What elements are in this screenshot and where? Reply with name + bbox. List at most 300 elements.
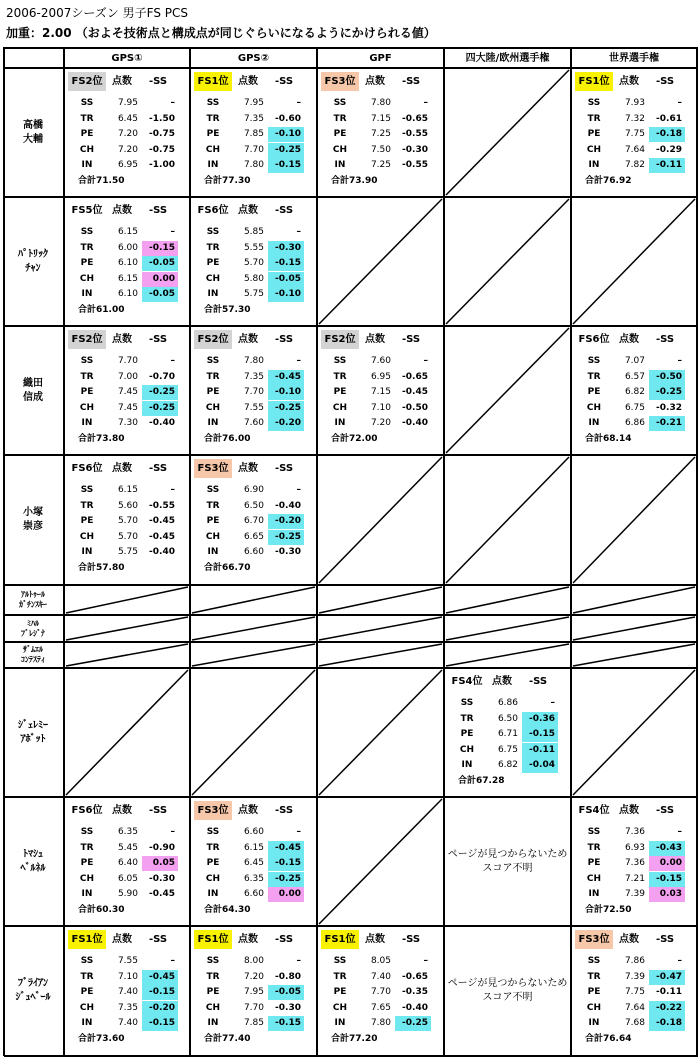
component-score: 7.70	[117, 356, 138, 366]
component-row	[573, 416, 688, 431]
score-block-worlds	[573, 72, 688, 196]
score-block-gps2	[192, 459, 307, 583]
component-label: PE	[333, 387, 347, 398]
score-block-header	[66, 330, 181, 349]
component-score: 7.40	[370, 971, 391, 982]
component-row	[192, 514, 307, 529]
empty-cell-slash	[571, 455, 697, 585]
total-score: 66.70	[222, 563, 251, 573]
component-row	[573, 970, 688, 985]
total-label: 合計	[77, 905, 96, 915]
ss-diff-value: -0.05	[268, 272, 304, 287]
component-score: 7.00	[117, 371, 138, 382]
component-score: 7.60	[243, 418, 264, 429]
score-block-header	[66, 72, 181, 91]
score-block-header	[66, 930, 181, 949]
ss-diff-value: –	[170, 485, 175, 495]
component-row	[192, 241, 307, 256]
empty-cell-slash	[317, 615, 444, 642]
component-row	[446, 696, 561, 711]
total-score: 72.50	[603, 905, 632, 915]
ss-diff-header: -SS	[528, 676, 548, 687]
ss-diff-value: -0.36	[522, 712, 558, 727]
component-score: 6.93	[624, 842, 645, 853]
component-row	[66, 401, 181, 416]
ss-diff-value: -0.47	[649, 970, 685, 985]
component-score: 5.60	[117, 500, 138, 511]
component-row	[66, 385, 181, 400]
placement-badge: FS3位	[575, 930, 613, 949]
placement-badge: FS2位	[194, 330, 232, 349]
ss-diff-value: -0.65	[402, 371, 428, 382]
score-block-gps2	[192, 930, 307, 1054]
total-row	[573, 174, 688, 189]
grid-line-horizontal	[4, 584, 698, 586]
ss-diff-value: -0.75	[149, 129, 175, 140]
player-name-line: ﾌﾞﾗｲｱﾝ	[18, 978, 48, 989]
component-label: SS	[587, 356, 601, 366]
empty-cell-slash	[317, 797, 444, 926]
component-label: SS	[587, 98, 601, 108]
component-score: 7.25	[370, 160, 391, 171]
placement-badge: FS6位	[197, 205, 229, 216]
component-score: 6.15	[243, 842, 264, 853]
score-block-header	[192, 459, 307, 478]
ss-diff-value: -1.00	[149, 160, 175, 171]
component-row	[66, 545, 181, 560]
score-block-header	[446, 672, 561, 691]
total-score: 77.30	[222, 176, 251, 186]
ss-diff-value: -0.15	[142, 241, 178, 256]
component-label: IN	[81, 160, 93, 171]
component-label: CH	[332, 144, 348, 155]
component-score: 7.45	[117, 387, 138, 398]
ss-diff-value: –	[296, 356, 301, 366]
total-row	[66, 903, 181, 918]
player-name	[2, 119, 64, 147]
player-name	[2, 590, 64, 610]
placement-badge: FS4位	[451, 676, 483, 687]
ss-diff-value: 0.00	[142, 272, 178, 287]
component-score: 6.45	[243, 858, 264, 869]
component-label: PE	[80, 258, 94, 269]
component-row	[192, 825, 307, 840]
ss-diff-value: -0.40	[275, 500, 301, 511]
component-label: IN	[207, 289, 219, 300]
ss-diff-value: -0.55	[149, 500, 175, 511]
component-score: 7.65	[370, 1002, 391, 1013]
ss-diff-value: -0.40	[402, 1002, 428, 1013]
component-row	[192, 887, 307, 902]
placement-badge: FS1位	[194, 72, 232, 91]
component-row	[446, 727, 561, 742]
total-row	[319, 1032, 434, 1047]
component-score: 7.80	[243, 160, 264, 171]
total-row	[192, 1032, 307, 1047]
empty-cell-slash	[64, 615, 190, 642]
component-row	[573, 1001, 688, 1016]
component-label: SS	[206, 227, 220, 237]
component-score: 6.50	[497, 713, 518, 724]
component-score: 7.20	[117, 144, 138, 155]
ss-diff-header: -SS	[655, 934, 675, 945]
ss-diff-value: -0.05	[142, 256, 178, 271]
component-label: CH	[205, 531, 221, 542]
total-label: 合計	[77, 176, 96, 186]
placement-badge: FS6位	[71, 805, 103, 816]
component-row	[192, 401, 307, 416]
placement-badge: FS3位	[321, 72, 359, 91]
component-label: TR	[587, 113, 601, 124]
component-row	[192, 545, 307, 560]
ss-diff-header: -SS	[274, 76, 294, 87]
player-name-line: ﾍﾞﾙﾈﾙ	[20, 862, 46, 874]
score-block-worlds	[573, 330, 688, 454]
player-name	[2, 645, 64, 665]
component-row	[573, 112, 688, 127]
component-score: 6.82	[624, 387, 645, 398]
component-score: 8.00	[243, 956, 264, 966]
placement-badge: FS2位	[68, 72, 106, 91]
ss-diff-value: -0.30	[402, 144, 428, 155]
component-row	[319, 401, 434, 416]
component-score: 6.86	[497, 698, 518, 708]
score-block-header	[192, 72, 307, 91]
component-row	[66, 225, 181, 240]
component-label: PE	[587, 129, 601, 140]
component-row	[66, 499, 181, 514]
component-score: 6.15	[117, 485, 138, 495]
component-row	[66, 985, 181, 1000]
empty-cell-slash	[444, 642, 571, 668]
component-score: 7.86	[624, 956, 645, 966]
component-score: 6.70	[243, 516, 264, 527]
score-block-header	[573, 330, 688, 349]
score-block-header	[192, 930, 307, 949]
component-label: TR	[206, 842, 220, 853]
component-row	[446, 712, 561, 727]
component-label: SS	[80, 227, 94, 237]
component-row	[192, 1016, 307, 1031]
score-header: 点数	[238, 805, 258, 816]
ss-diff-value: -0.50	[649, 370, 685, 385]
empty-cell-slash	[571, 585, 697, 615]
total-score: 71.50	[96, 176, 125, 186]
component-row	[319, 127, 434, 142]
component-row	[192, 499, 307, 514]
score-block-gps1	[66, 930, 181, 1054]
component-label: TR	[587, 971, 601, 982]
component-row	[66, 96, 181, 111]
component-score: 7.60	[370, 356, 391, 366]
component-row	[66, 887, 181, 902]
player-name	[2, 248, 64, 276]
component-score: 7.95	[243, 98, 264, 108]
component-label: CH	[586, 144, 602, 155]
component-label: IN	[461, 760, 473, 771]
component-row	[192, 530, 307, 545]
component-score: 7.70	[243, 1002, 264, 1013]
component-score: 5.90	[117, 889, 138, 900]
score-block-gps1	[66, 201, 181, 325]
empty-cell-slash	[64, 642, 190, 668]
grid-line-horizontal	[4, 796, 698, 798]
component-label: CH	[205, 144, 221, 155]
score-header: 点数	[112, 934, 132, 945]
ss-diff-value: -0.29	[656, 144, 682, 155]
ss-diff-header: -SS	[148, 76, 168, 87]
ss-diff-value: -0.20	[268, 514, 304, 529]
score-block-gps2	[192, 72, 307, 196]
component-score: 7.20	[117, 129, 138, 140]
player-name-line: 高橋	[23, 119, 43, 131]
component-label: TR	[460, 713, 474, 724]
placement-badge: FS2位	[68, 330, 106, 349]
ss-diff-value: -1.50	[149, 113, 175, 124]
player-name-line: ﾌﾞﾚｼﾞﾅ	[21, 628, 45, 638]
column-header-gps1: GPS①	[111, 53, 143, 64]
component-score: 7.36	[624, 827, 645, 837]
ss-diff-value: -0.10	[268, 287, 304, 302]
component-row	[192, 96, 307, 111]
total-row	[573, 903, 688, 918]
component-score: 7.80	[370, 98, 391, 108]
component-score: 6.35	[243, 873, 264, 884]
component-score: 5.70	[243, 258, 264, 269]
page-title: 2006-2007シーズン 男子FS PCS	[6, 6, 188, 20]
ss-diff-value: -0.40	[402, 418, 428, 429]
component-label: CH	[332, 1002, 348, 1013]
total-score: 77.40	[222, 1034, 251, 1044]
component-row	[66, 370, 181, 385]
total-label: 合計	[330, 176, 349, 186]
ss-diff-value: -0.32	[656, 402, 682, 413]
missing-score-note	[446, 848, 569, 876]
component-score: 6.50	[243, 500, 264, 511]
score-block-gpf	[319, 72, 434, 196]
ss-diff-value: -0.25	[649, 385, 685, 400]
total-row	[66, 1032, 181, 1047]
missing-score-note-line: スコア不明	[482, 992, 533, 1003]
component-score: 6.95	[370, 371, 391, 382]
component-score: 6.15	[117, 227, 138, 237]
component-label: SS	[587, 956, 601, 966]
missing-score-note-line: スコア不明	[482, 862, 533, 874]
component-label: PE	[206, 987, 220, 998]
player-name-line: 崇彦	[23, 521, 43, 532]
player-name-line: ｱﾙﾄｩｰﾙ	[21, 590, 45, 599]
component-label: IN	[588, 889, 600, 900]
component-row	[319, 416, 434, 431]
score-block-gpf	[319, 330, 434, 454]
placement-badge: FS1位	[194, 930, 232, 949]
empty-cell-slash	[317, 585, 444, 615]
component-row	[319, 1016, 434, 1031]
component-row	[192, 158, 307, 173]
component-label: CH	[79, 273, 95, 284]
component-row	[192, 1001, 307, 1016]
placement-badge: FS1位	[321, 930, 359, 949]
component-row	[573, 401, 688, 416]
ss-diff-value: -0.15	[142, 985, 178, 1000]
component-label: IN	[207, 547, 219, 558]
column-header-four-continents: 四大陸/欧州選手権	[465, 53, 550, 64]
total-label: 合計	[77, 434, 96, 444]
player-name-line: ﾁｬﾝ	[25, 262, 41, 274]
grid-line-vertical	[63, 47, 65, 1056]
grid-line-horizontal	[4, 667, 698, 669]
ss-diff-value: -0.15	[268, 1016, 304, 1031]
score-header: 点数	[112, 76, 132, 87]
ss-diff-value: -0.15	[268, 158, 304, 173]
component-label: PE	[587, 858, 601, 869]
ss-diff-header: -SS	[148, 334, 168, 345]
component-score: 7.20	[243, 971, 264, 982]
component-row	[192, 841, 307, 856]
ss-diff-value: -0.25	[395, 1016, 431, 1031]
component-label: SS	[460, 698, 474, 708]
grid-line-horizontal	[4, 325, 698, 327]
total-score: 68.14	[603, 434, 632, 444]
component-score: 7.95	[117, 98, 138, 108]
grid-line-horizontal	[4, 641, 698, 643]
ss-diff-value: –	[296, 485, 301, 495]
component-score: 7.07	[624, 356, 645, 366]
total-score: 76.92	[603, 176, 632, 186]
component-row	[319, 985, 434, 1000]
component-label: TR	[206, 500, 220, 511]
total-label: 合計	[77, 563, 96, 573]
ss-diff-value: -0.65	[402, 113, 428, 124]
component-label: CH	[205, 273, 221, 284]
component-label: SS	[206, 485, 220, 495]
component-score: 7.64	[624, 1002, 645, 1013]
component-row	[192, 112, 307, 127]
component-row	[66, 127, 181, 142]
component-row	[66, 112, 181, 127]
component-score: 7.10	[117, 971, 138, 982]
ss-diff-value: –	[677, 827, 682, 837]
score-header: 点数	[365, 76, 385, 87]
component-score: 5.75	[243, 289, 264, 300]
component-label: PE	[206, 129, 220, 140]
component-score: 7.70	[243, 387, 264, 398]
grid-line-horizontal	[4, 47, 698, 49]
ss-diff-value: –	[296, 827, 301, 837]
placement-badge: FS6位	[71, 463, 103, 474]
component-score: 7.50	[370, 144, 391, 155]
score-header: 点数	[365, 334, 385, 345]
empty-cell-slash	[444, 68, 571, 197]
ss-diff-value: –	[677, 98, 682, 108]
component-label: CH	[205, 1002, 221, 1013]
component-label: PE	[206, 387, 220, 398]
component-row	[66, 241, 181, 256]
ss-diff-header: -SS	[148, 805, 168, 816]
score-block-header	[319, 330, 434, 349]
component-row	[66, 143, 181, 158]
component-score: 7.55	[117, 956, 138, 966]
component-row	[192, 483, 307, 498]
component-score: 7.40	[117, 1018, 138, 1029]
component-row	[192, 970, 307, 985]
component-row	[192, 985, 307, 1000]
component-label: TR	[80, 371, 94, 382]
empty-cell-slash	[444, 197, 571, 326]
component-score: 8.05	[370, 956, 391, 966]
score-block-header	[573, 930, 688, 949]
component-row	[319, 1001, 434, 1016]
component-score: 7.64	[624, 144, 645, 155]
ss-diff-value: –	[423, 356, 428, 366]
ss-diff-value: -0.22	[649, 1001, 685, 1016]
score-block-gps1	[66, 330, 181, 454]
component-row	[573, 354, 688, 369]
grid-line-vertical	[443, 47, 445, 1056]
component-score: 7.40	[117, 987, 138, 998]
component-label: PE	[80, 516, 94, 527]
component-label: IN	[334, 1018, 346, 1029]
empty-cell-slash	[444, 615, 571, 642]
empty-cell-slash	[571, 668, 697, 797]
component-label: IN	[207, 160, 219, 171]
empty-cell-slash	[317, 642, 444, 668]
component-label: PE	[206, 516, 220, 527]
ss-diff-value: -0.65	[402, 971, 428, 982]
component-label: IN	[207, 418, 219, 429]
component-label: CH	[79, 873, 95, 884]
component-label: IN	[81, 1018, 93, 1029]
score-header: 点数	[112, 463, 132, 474]
ss-diff-value: -0.75	[149, 144, 175, 155]
score-header: 点数	[619, 334, 639, 345]
total-score: 73.90	[349, 176, 378, 186]
total-label: 合計	[457, 776, 476, 786]
total-row	[66, 303, 181, 318]
ss-diff-value: -0.45	[149, 889, 175, 900]
component-label: SS	[80, 827, 94, 837]
component-label: TR	[333, 971, 347, 982]
ss-diff-value: -0.35	[402, 987, 428, 998]
component-label: PE	[80, 987, 94, 998]
total-row	[319, 432, 434, 447]
component-label: IN	[81, 889, 93, 900]
component-score: 7.20	[370, 418, 391, 429]
component-row	[192, 143, 307, 158]
total-label: 合計	[203, 905, 222, 915]
component-score: 6.86	[624, 418, 645, 429]
empty-cell-slash	[64, 668, 190, 797]
score-block-gpf	[319, 930, 434, 1054]
total-row	[573, 1032, 688, 1047]
total-score: 73.60	[96, 1034, 125, 1044]
ss-diff-value: –	[170, 227, 175, 237]
component-score: 7.70	[370, 987, 391, 998]
component-score: 7.25	[370, 129, 391, 140]
total-label: 合計	[584, 1034, 603, 1044]
component-row	[66, 872, 181, 887]
component-label: SS	[80, 98, 94, 108]
ss-diff-value: –	[677, 956, 682, 966]
component-row	[66, 287, 181, 302]
component-score: 7.75	[624, 129, 645, 140]
component-row	[319, 954, 434, 969]
total-score: 76.00	[222, 434, 251, 444]
score-header: 点数	[238, 334, 258, 345]
score-header: 点数	[492, 676, 512, 687]
component-label: TR	[206, 242, 220, 253]
player-name-line: ｼﾞｭﾍﾞｰﾙ	[15, 992, 51, 1003]
